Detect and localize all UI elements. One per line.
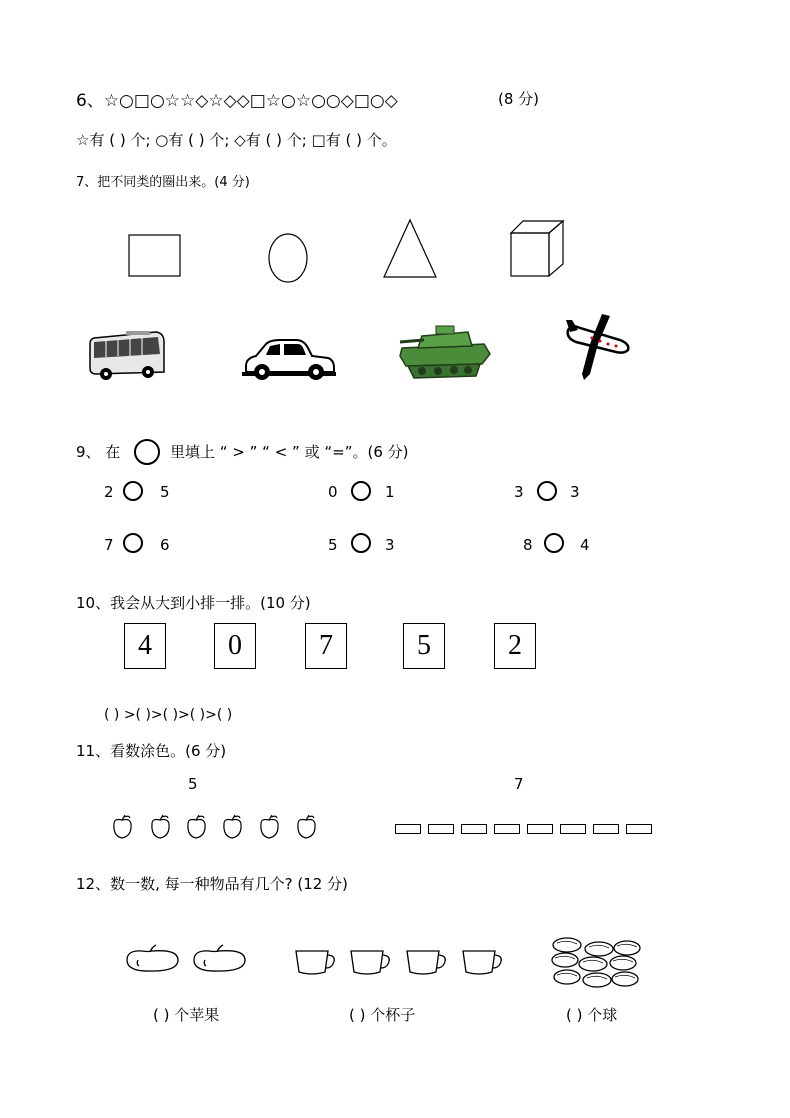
q11-title: 11、看数涂色。(6 分)	[76, 742, 227, 760]
q11-color-box[interactable]	[395, 824, 421, 834]
q11-color-box[interactable]	[560, 824, 586, 834]
ball-icon	[549, 936, 643, 992]
q11-color-box[interactable]	[593, 824, 619, 834]
q9-pair6-b: 4	[580, 536, 590, 554]
q11-color-box[interactable]	[626, 824, 652, 834]
airplane-icon[interactable]	[562, 310, 634, 384]
q9-pair4-a: 7	[104, 536, 114, 554]
q9-pair2-circle[interactable]	[351, 481, 371, 501]
q9-pair6-circle[interactable]	[544, 533, 564, 553]
q9-pair6-a: 8	[523, 536, 533, 554]
q10-title: 10、我会从大到小排一排。(10 分)	[76, 594, 311, 612]
car-icon[interactable]	[240, 336, 338, 382]
q6-answer-line: ☆有 ( ) 个; ○有 ( ) 个; ◇有 ( ) 个; □有 ( ) 个。	[76, 131, 397, 149]
rectangle-icon[interactable]	[128, 234, 182, 278]
q10-number-box: 0	[214, 623, 256, 669]
q12-apple-label: ( ) 个苹果	[153, 1006, 220, 1024]
q9-prefix: 9、 在	[76, 443, 121, 461]
q9-pair1-circle[interactable]	[123, 481, 143, 501]
q11-color-box[interactable]	[527, 824, 553, 834]
q9-suffix: 里填上 “ > ” “ < ” 或 “=”。(6 分)	[170, 443, 409, 461]
q11-apples-row	[110, 814, 340, 842]
q10-number-box: 2	[494, 623, 536, 669]
q11-color-box[interactable]	[494, 824, 520, 834]
q9-pair1-a: 2	[104, 483, 114, 501]
q11-right-number: 7	[514, 775, 524, 793]
q6-title: 6、☆○□○☆☆◇☆◇◇□☆○☆○○◇□○◇	[76, 91, 398, 111]
q11-color-box[interactable]	[428, 824, 454, 834]
triangle-icon[interactable]	[381, 218, 439, 280]
q10-number-box: 5	[403, 623, 445, 669]
q9-pair3-circle[interactable]	[537, 481, 557, 501]
q9-pair2-a: 0	[328, 483, 338, 501]
q9-circle-example	[134, 439, 160, 465]
q9-pair3-a: 3	[514, 483, 524, 501]
apple-icon	[114, 815, 315, 838]
tank-icon[interactable]	[396, 320, 494, 382]
q10-order-line: ( ) >( )>( )>( )>( )	[104, 707, 233, 723]
q10-number-box: 4	[124, 623, 166, 669]
q9-pair5-a: 5	[328, 536, 338, 554]
apple-icon	[124, 944, 250, 976]
q12-title: 12、数一数, 每一种物品有几个? (12 分)	[76, 875, 348, 893]
q12-cup-label: ( ) 个杯子	[349, 1006, 416, 1024]
oval-icon[interactable]	[266, 232, 310, 284]
cup-icon	[293, 946, 505, 978]
q9-pair4-b: 6	[160, 536, 170, 554]
q9-pair3-b: 3	[570, 483, 580, 501]
q12-ball-label: ( ) 个球	[566, 1006, 618, 1024]
q6-score: (8 分)	[498, 90, 540, 108]
bus-icon[interactable]	[86, 328, 168, 382]
q11-left-number: 5	[188, 775, 198, 793]
q9-pair2-b: 1	[385, 483, 395, 501]
q10-number-box: 7	[305, 623, 347, 669]
q9-pair1-b: 5	[160, 483, 170, 501]
q9-pair5-b: 3	[385, 536, 395, 554]
q9-pair5-circle[interactable]	[351, 533, 371, 553]
q9-pair4-circle[interactable]	[123, 533, 143, 553]
cube-icon[interactable]	[508, 219, 566, 279]
q7-title: 7、把不同类的圈出来。(4 分)	[76, 175, 250, 190]
q11-color-box[interactable]	[461, 824, 487, 834]
